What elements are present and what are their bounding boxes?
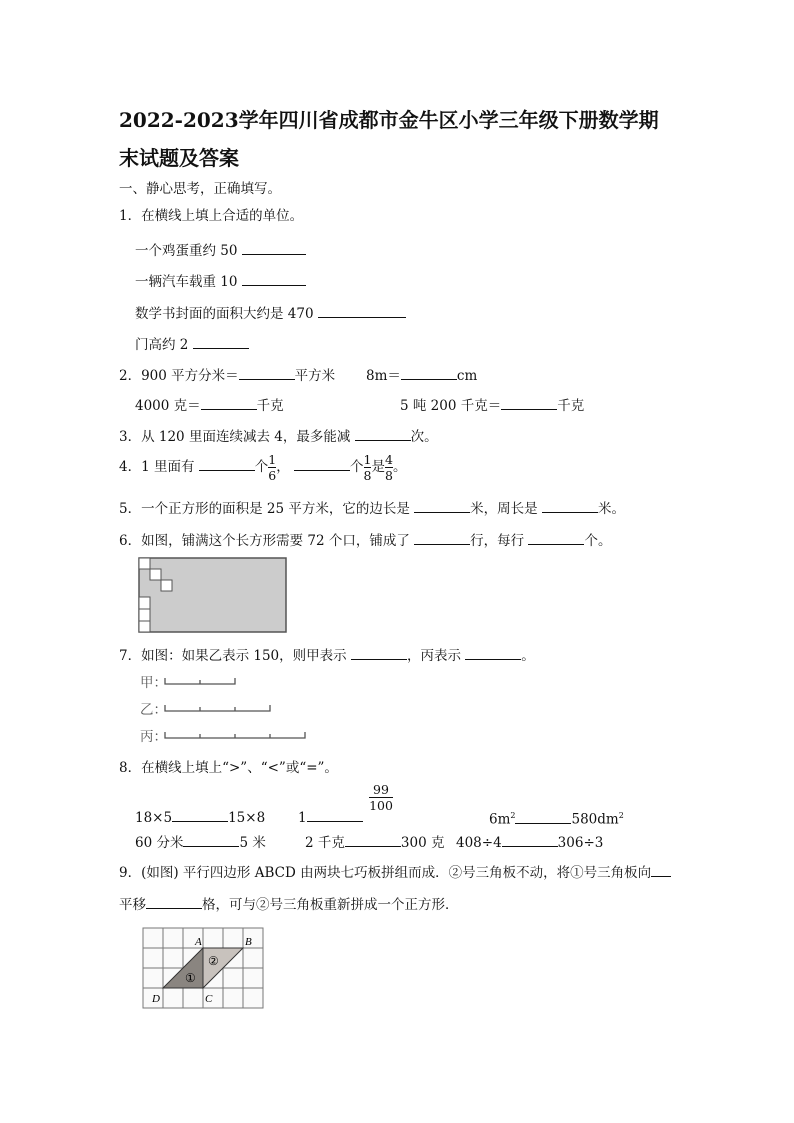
q2-line2b: 5 吨 200 千克＝ 千克 xyxy=(400,395,584,415)
answer-blank[interactable] xyxy=(651,862,671,877)
q1-item: 门高约 2 xyxy=(135,334,249,354)
answer-blank[interactable] xyxy=(318,303,406,318)
ruler-label-yi: 乙： xyxy=(140,702,167,718)
q4: 4．1 里面有 个 $\frac{1}{6}$ ， 个 $\frac{1}{8}$ 是 $\frac{4}{8}$ 。 xyxy=(119,452,407,483)
q6-rectangle-figure xyxy=(138,557,288,634)
q3: 3．从 120 里面连续减去 4，最多能减 次。 xyxy=(119,426,438,446)
ruler-label-jia: 甲： xyxy=(140,675,167,691)
q2-line2: 4000 克＝ 千克 xyxy=(135,395,284,415)
answer-blank[interactable] xyxy=(146,894,202,909)
answer-blank[interactable] xyxy=(351,645,407,660)
svg-text:B: B xyxy=(245,936,252,948)
q9-tangram-grid-figure xyxy=(142,927,268,1013)
answer-blank[interactable] xyxy=(242,271,306,286)
q6: 6．如图，铺满这个长方形需要 72 个口，铺成了 行，每行 个。 xyxy=(119,530,611,550)
answer-blank[interactable] xyxy=(201,395,257,410)
answer-blank[interactable] xyxy=(502,832,558,847)
q1-item: 一辆汽车载重 10 xyxy=(135,271,306,291)
ruler-1 xyxy=(165,705,270,711)
fraction: $\frac{1}{8}$ xyxy=(363,452,372,483)
answer-blank[interactable] xyxy=(307,807,363,822)
q9-line2: 平移 格，可与②号三角板重新拼成一个正方形． xyxy=(119,894,459,914)
answer-blank[interactable] xyxy=(239,365,295,380)
svg-text:②: ② xyxy=(208,954,219,968)
q2-line1: 2．900 平方分米＝ 平方米 xyxy=(119,365,335,385)
q8-row1-a: 18×5 15×8 xyxy=(135,807,265,827)
answer-blank[interactable] xyxy=(183,832,239,847)
fraction: $\frac{1}{6}$ xyxy=(268,452,277,483)
svg-text:A: A xyxy=(195,936,202,948)
answer-blank[interactable] xyxy=(542,498,598,513)
svg-text:C: C xyxy=(205,993,213,1005)
doc-title-line2: 末试题及答案 xyxy=(119,146,239,170)
q1-item: 数学书封面的面积大约是 470 xyxy=(135,303,406,323)
q2-line1b: 8m＝ cm xyxy=(366,365,477,385)
answer-blank[interactable] xyxy=(528,530,584,545)
svg-text:①: ① xyxy=(185,971,196,985)
q8-row2-b: 2 千克 300 克 xyxy=(305,832,444,852)
answer-blank[interactable] xyxy=(501,395,557,410)
answer-blank[interactable] xyxy=(294,456,350,471)
fraction: $\frac{4}{8}$ xyxy=(384,452,393,483)
q7-rulers xyxy=(164,676,314,746)
answer-blank[interactable] xyxy=(193,334,249,349)
fraction-99-100: 99 100 xyxy=(369,782,393,813)
section-heading: 一、静心思考，正确填写。 xyxy=(119,181,281,197)
answer-blank[interactable] xyxy=(345,832,401,847)
ruler-2 xyxy=(165,732,305,738)
answer-blank[interactable] xyxy=(199,456,255,471)
answer-blank[interactable] xyxy=(414,498,470,513)
ruler-label-bing: 丙： xyxy=(140,729,167,745)
answer-blank[interactable] xyxy=(172,807,228,822)
q7: 7．如图：如果乙表示 150，则甲表示 ，丙表示 。 xyxy=(119,645,535,665)
q8-stem: 8．在横线上填上“>”、“<”或“=”。 xyxy=(119,760,338,776)
answer-blank[interactable] xyxy=(242,240,306,255)
q5: 5．一个正方形的面积是 25 平方米，它的边长是 米，周长是 米。 xyxy=(119,498,625,518)
svg-text:D: D xyxy=(152,993,160,1005)
q8-row2-a: 60 分米 5 米 xyxy=(135,832,266,852)
answer-blank[interactable] xyxy=(355,426,411,441)
q8-row1-b: 1 xyxy=(298,807,363,827)
answer-blank[interactable] xyxy=(515,809,571,824)
q1-stem: 1．在横线上填上合适的单位。 xyxy=(119,208,304,224)
doc-title-line1: 2022-2023学年四川省成都市金牛区小学三年级下册数学期 xyxy=(119,108,659,132)
q9-line1: 9．(如图) 平行四边形 ABCD 由两块七巧板拼组而成．②号三角板不动，将①号三角板向 xyxy=(119,862,671,882)
answer-blank[interactable] xyxy=(465,645,521,660)
ruler-0 xyxy=(165,678,235,684)
answer-blank[interactable] xyxy=(414,530,470,545)
answer-blank[interactable] xyxy=(401,365,457,380)
q8-row2-c: 408÷4 306÷3 xyxy=(456,832,603,852)
q1-item: 一个鸡蛋重约 50 xyxy=(135,240,306,260)
q8-row1-c: $6m^2$ $580dm^2$ xyxy=(489,807,624,829)
